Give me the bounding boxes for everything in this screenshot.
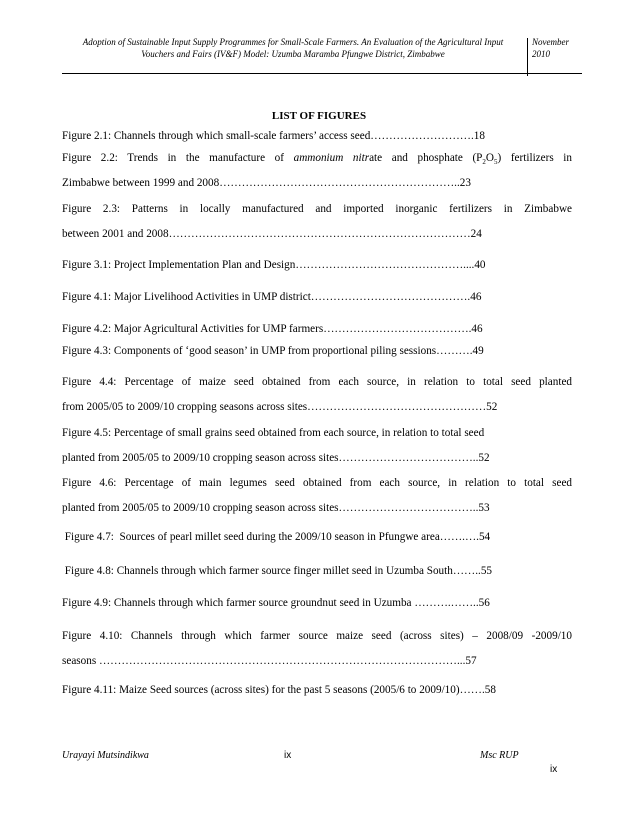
- entry-text-part: O: [485, 152, 494, 164]
- entry-text: Figure 4.11: Maize Seed sources (across sites) for the past 5 seasons (2005/6 to 2009/10)…….58: [62, 684, 496, 696]
- entry-text-line-2: between 2001 and 2008………………………………………………………………………24: [62, 228, 482, 240]
- header-title-line-1: Adoption of Sustainable Input Supply Programmes for Small-Scale Farmers. An Evaluation of the Agricultural Input: [82, 37, 504, 47]
- figure-entry-4-5: [62, 421, 572, 471]
- running-header: [62, 36, 582, 76]
- footer-page-number: ix: [284, 750, 292, 761]
- corner-page-number: ix: [550, 764, 558, 775]
- footer-author: Urayayi Mutsindikwa: [62, 750, 149, 761]
- entry-text-line-2: seasons ……………………………………………………………………………………...57: [62, 655, 477, 667]
- page-title: LIST OF FIGURES: [271, 110, 367, 122]
- entry-text: Figure 4.8: Channels through which farmer source finger millet seed in Uzumba South……..55: [62, 565, 493, 577]
- entry-text: Figure 4.3: Components of ‘good season’ in UMP from proportional piling sessions……….49: [62, 345, 484, 357]
- subscript: 5: [494, 158, 498, 167]
- subscript: 2: [482, 158, 486, 167]
- figure-entry-3-1: [62, 253, 572, 278]
- figure-entry-4-3: [62, 339, 572, 364]
- entry-text-line-1: Figure 4.10: Channels through which farmer source maize seed (across sites) – 2008/09 -2009/10: [62, 630, 572, 642]
- figure-entry-4-9: [62, 591, 572, 616]
- figure-entry-4-7: [62, 525, 572, 550]
- header-rule: [62, 73, 582, 74]
- entry-text-line-1: [62, 146, 572, 171]
- figure-entry-4-10: [62, 624, 572, 674]
- entry-text-line-1: Figure 2.3: Patterns in locally manufactured and imported inorganic fertilizers in Zimbabwe: [62, 203, 572, 215]
- figure-entry-4-1: [62, 285, 572, 310]
- entry-text: Figure 3.1: Project Implementation Plan and Design………………………………………....40: [62, 259, 486, 271]
- figure-entry-4-11: [62, 678, 572, 703]
- entry-text-part: ) fertilizers in: [497, 152, 572, 164]
- header-divider: [527, 38, 528, 76]
- entry-text-part: ate and phosphate (P: [369, 152, 483, 164]
- figure-entry-4-6: [62, 471, 572, 521]
- header-year: 2010: [532, 49, 550, 59]
- entry-text: Figure 2.1: Channels through which small-scale farmers’ access seed……………………….18: [62, 130, 485, 142]
- entry-text-line-2: from 2005/05 to 2009/10 cropping seasons across sites…………………………………………52: [62, 401, 498, 413]
- entry-text-italic: ammonium nitr: [293, 152, 370, 164]
- entry-text-line-2: planted from 2005/05 to 2009/10 cropping season across sites………………………………..52: [62, 452, 490, 464]
- header-title: [62, 36, 524, 60]
- entry-text: Figure 4.7: Sources of pearl millet seed during the 2009/10 season in Pfungwe area…….….54: [62, 531, 491, 543]
- figure-entry-2-2: [62, 146, 572, 196]
- header-date: [532, 36, 569, 60]
- entry-text: Figure 4.1: Major Livelihood Activities in UMP district…………………………………….46: [62, 291, 482, 303]
- entry-text-line-1: Figure 4.6: Percentage of main legumes seed obtained from each source, in relation to total seed: [62, 477, 572, 489]
- entry-text-part: Figure 2.2: Trends in the manufacture of: [62, 152, 294, 164]
- entry-text: Figure 4.2: Major Agricultural Activities for UMP farmers………………………………….46: [62, 323, 483, 335]
- header-month: November: [532, 37, 569, 47]
- header-title-line-2: Vouchers and Fairs (IV&F) Model: Uzumba Maramba Pfungwe District, Zimbabwe: [141, 49, 445, 59]
- entry-text-line-1: Figure 4.4: Percentage of maize seed obtained from each source, in relation to total seed planted: [62, 376, 572, 388]
- figure-entry-4-4: [62, 370, 572, 420]
- footer-degree: Msc RUP: [480, 750, 519, 761]
- entry-text-line-2: Zimbabwe between 1999 and 2008………………………………………………………..23: [62, 177, 471, 189]
- entry-text-line-1: Figure 4.5: Percentage of small grains seed obtained from each source, in relation to total seed: [62, 427, 485, 439]
- figure-entry-4-8: [62, 559, 572, 584]
- figure-entry-2-3: [62, 197, 572, 247]
- entry-text: Figure 4.9: Channels through which farmer source groundnut seed in Uzumba ……….……..56: [62, 597, 490, 609]
- entry-text-line-2: planted from 2005/05 to 2009/10 cropping season across sites………………………………..53: [62, 502, 490, 514]
